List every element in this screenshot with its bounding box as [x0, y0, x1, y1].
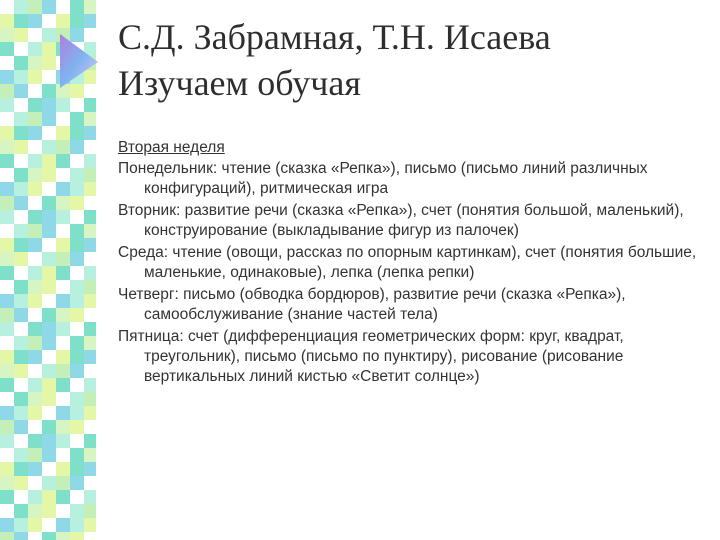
mosaic-tile: [70, 252, 84, 266]
mosaic-tile: [0, 112, 14, 126]
mosaic-tile: [14, 84, 28, 98]
day-text: чтение (сказка «Репка»), письмо (письмо линий различных конфигураций), ритмическая игра: [144, 160, 648, 197]
mosaic-tile: [70, 532, 84, 540]
mosaic-tile: [0, 252, 14, 266]
mosaic-tile: [14, 406, 28, 420]
mosaic-tile: [42, 392, 56, 406]
mosaic-tile: [70, 504, 84, 518]
mosaic-tile: [42, 238, 56, 252]
mosaic-tile: [28, 308, 42, 322]
mosaic-tile: [28, 476, 42, 490]
mosaic-tile: [70, 112, 84, 126]
mosaic-tile: [14, 126, 28, 140]
mosaic-tile: [14, 448, 28, 462]
mosaic-tile: [14, 224, 28, 238]
mosaic-tile: [56, 378, 70, 392]
mosaic-tile: [56, 476, 70, 490]
mosaic-tile: [28, 70, 42, 84]
mosaic-tile: [28, 518, 42, 532]
mosaic-tile: [56, 294, 70, 308]
mosaic-tile: [0, 434, 14, 448]
mosaic-tile: [14, 266, 28, 280]
mosaic-tile: [0, 350, 14, 364]
day-label: Среда:: [118, 244, 169, 261]
mosaic-tile: [28, 364, 42, 378]
mosaic-tile: [56, 462, 70, 476]
mosaic-tile: [0, 364, 14, 378]
mosaic-tile: [14, 504, 28, 518]
mosaic-tile: [42, 406, 56, 420]
mosaic-tile: [28, 434, 42, 448]
mosaic-tile: [0, 28, 14, 42]
mosaic-tile: [42, 504, 56, 518]
mosaic-tile: [70, 490, 84, 504]
mosaic-tile: [42, 294, 56, 308]
mosaic-tile: [28, 336, 42, 350]
mosaic-tile: [56, 308, 70, 322]
mosaic-tile: [42, 336, 56, 350]
day-text: письмо (обводка бордюров), развитие речи (сказка «Репка»), самообслуживание (знание частей тела): [144, 286, 626, 323]
mosaic-tile: [70, 14, 84, 28]
mosaic-tile: [28, 294, 42, 308]
mosaic-tile: [56, 0, 70, 14]
mosaic-tile: [14, 280, 28, 294]
mosaic-tile: [0, 490, 14, 504]
mosaic-tile: [28, 504, 42, 518]
mosaic-tile: [56, 350, 70, 364]
mosaic-tile: [0, 266, 14, 280]
mosaic-tile: [56, 98, 70, 112]
mosaic-tile: [28, 406, 42, 420]
mosaic-tile: [70, 154, 84, 168]
mosaic-tile: [28, 224, 42, 238]
mosaic-tile: [28, 0, 42, 14]
mosaic-tile: [14, 14, 28, 28]
mosaic-tile: [0, 308, 14, 322]
mosaic-tile: [42, 154, 56, 168]
mosaic-tile: [42, 490, 56, 504]
mosaic-tile: [56, 154, 70, 168]
mosaic-tile: [14, 490, 28, 504]
day-label: Вторник:: [118, 202, 181, 219]
mosaic-tile: [70, 476, 84, 490]
title-book: Изучаем обучая: [118, 63, 361, 103]
mosaic-tile: [0, 378, 14, 392]
mosaic-tile: [14, 476, 28, 490]
mosaic-tile: [14, 364, 28, 378]
mosaic-tile: [14, 308, 28, 322]
mosaic-tile: [42, 448, 56, 462]
mosaic-tile: [70, 392, 84, 406]
mosaic-tile: [0, 154, 14, 168]
day-label: Понедельник:: [118, 160, 218, 177]
mosaic-tile: [56, 210, 70, 224]
mosaic-tile: [56, 140, 70, 154]
mosaic-tile: [56, 532, 70, 540]
mosaic-tile: [28, 98, 42, 112]
mosaic-tile: [28, 84, 42, 98]
mosaic-tile: [14, 378, 28, 392]
mosaic-tile: [42, 42, 56, 56]
mosaic-tile: [56, 196, 70, 210]
mosaic-tile: [0, 0, 14, 14]
mosaic-tile: [28, 126, 42, 140]
mosaic-tile: [28, 140, 42, 154]
mosaic-tile: [42, 252, 56, 266]
mosaic-tile: [56, 392, 70, 406]
day-item-monday: [118, 159, 710, 199]
mosaic-tile: [28, 252, 42, 266]
mosaic-tile: [42, 56, 56, 70]
mosaic-tile: [14, 336, 28, 350]
mosaic-tile: [28, 392, 42, 406]
mosaic-tile: [56, 504, 70, 518]
mosaic-tile: [42, 84, 56, 98]
mosaic-tile: [42, 420, 56, 434]
mosaic-tile: [70, 266, 84, 280]
mosaic-tile: [28, 196, 42, 210]
mosaic-tile: [0, 182, 14, 196]
mosaic-tile: [0, 84, 14, 98]
mosaic-tile: [42, 112, 56, 126]
mosaic-tile: [42, 266, 56, 280]
mosaic-tile: [42, 532, 56, 540]
day-item-friday: [118, 327, 710, 387]
mosaic-tile: [14, 434, 28, 448]
mosaic-tile: [14, 238, 28, 252]
mosaic-tile: [14, 28, 28, 42]
mosaic-tile: [70, 420, 84, 434]
mosaic-tile: [70, 196, 84, 210]
mosaic-tile: [28, 420, 42, 434]
mosaic-tile: [0, 56, 14, 70]
mosaic-tile: [70, 462, 84, 476]
day-item-wednesday: [118, 243, 710, 283]
mosaic-tile: [70, 406, 84, 420]
day-label: Пятница:: [118, 328, 184, 345]
mosaic-tile: [56, 126, 70, 140]
mosaic-tile: [42, 434, 56, 448]
mosaic-tile: [28, 378, 42, 392]
mosaic-tile: [42, 350, 56, 364]
mosaic-tile: [42, 14, 56, 28]
day-item-tuesday: [118, 201, 710, 241]
mosaic-tile: [42, 196, 56, 210]
mosaic-tile: [56, 14, 70, 28]
mosaic-tile: [56, 490, 70, 504]
mosaic-tile: [0, 504, 14, 518]
mosaic-tile: [14, 56, 28, 70]
mosaic-tile: [0, 294, 14, 308]
mosaic-tile: [70, 448, 84, 462]
mosaic-tile: [0, 476, 14, 490]
mosaic-tile: [70, 126, 84, 140]
mosaic-tile: [14, 210, 28, 224]
mosaic-tile: [42, 182, 56, 196]
mosaic-tile: [70, 364, 84, 378]
mosaic-tile: [56, 182, 70, 196]
mosaic-tile: [42, 224, 56, 238]
mosaic-tile: [70, 210, 84, 224]
mosaic-tile: [28, 322, 42, 336]
mosaic-tile: [0, 14, 14, 28]
mosaic-tile: [0, 322, 14, 336]
mosaic-tile: [14, 140, 28, 154]
mosaic-tile: [42, 280, 56, 294]
mosaic-tile: [56, 322, 70, 336]
mosaic-tile: [0, 224, 14, 238]
mosaic-tile: [42, 168, 56, 182]
mosaic-tile: [42, 476, 56, 490]
mosaic-tile: [14, 252, 28, 266]
mosaic-tile: [14, 350, 28, 364]
mosaic-tile: [28, 154, 42, 168]
mosaic-tile: [28, 112, 42, 126]
mosaic-tile: [28, 14, 42, 28]
mosaic-tile: [70, 238, 84, 252]
mosaic-tile: [70, 168, 84, 182]
mosaic-tile: [42, 0, 56, 14]
mosaic-tile: [0, 280, 14, 294]
mosaic-tile: [56, 406, 70, 420]
mosaic-tile: [14, 98, 28, 112]
mosaic-tile: [56, 224, 70, 238]
mosaic-tile: [70, 322, 84, 336]
mosaic-tile: [56, 252, 70, 266]
mosaic-tile: [28, 532, 42, 540]
mosaic-tile: [14, 196, 28, 210]
mosaic-tile: [28, 490, 42, 504]
mosaic-tile: [56, 364, 70, 378]
mosaic-tile: [70, 434, 84, 448]
mosaic-tile: [14, 182, 28, 196]
mosaic-tile: [56, 434, 70, 448]
mosaic-tile: [0, 420, 14, 434]
mosaic-tile: [56, 420, 70, 434]
mosaic-tile: [0, 42, 14, 56]
mosaic-tile: [14, 70, 28, 84]
mosaic-tile: [0, 448, 14, 462]
mosaic-tile: [56, 280, 70, 294]
mosaic-tile: [70, 224, 84, 238]
day-text: счет (дифференциация геометрических форм: круг, квадрат, треугольник), письмо (письмо по пунктиру), рисование (рисование вертикальных линий кистью «Светит солнце»): [144, 328, 624, 385]
mosaic-tile: [28, 266, 42, 280]
mosaic-tile: [28, 168, 42, 182]
title-authors: С.Д. Забрамная, Т.Н. Исаева: [118, 17, 551, 57]
mosaic-tile: [70, 0, 84, 14]
mosaic-tile: [70, 140, 84, 154]
day-text: чтение (овощи, рассказ по опорным картинкам), счет (понятия большие, маленькие, одинаковые), лепка (лепка репки): [144, 244, 697, 281]
mosaic-tile: [0, 70, 14, 84]
mosaic-tile: [42, 140, 56, 154]
mosaic-tile: [42, 364, 56, 378]
mosaic-tile: [28, 182, 42, 196]
mosaic-tile: [70, 378, 84, 392]
mosaic-tile: [56, 238, 70, 252]
mosaic-tile: [14, 322, 28, 336]
mosaic-tile: [42, 462, 56, 476]
mosaic-tile: [42, 378, 56, 392]
mosaic-tile: [0, 532, 14, 540]
mosaic-tile: [0, 196, 14, 210]
slide-title: [118, 14, 708, 106]
mosaic-tile: [0, 392, 14, 406]
mosaic-tile: [14, 532, 28, 540]
mosaic-tile: [14, 112, 28, 126]
mosaic-tile: [70, 182, 84, 196]
mosaic-tile: [28, 462, 42, 476]
mosaic-tile: [56, 518, 70, 532]
mosaic-tile: [42, 98, 56, 112]
mosaic-tile: [28, 210, 42, 224]
mosaic-tile: [28, 56, 42, 70]
mosaic-tile: [70, 294, 84, 308]
mosaic-tile: [70, 350, 84, 364]
mosaic-tile: [14, 294, 28, 308]
mosaic-tile: [0, 518, 14, 532]
mosaic-tile: [42, 126, 56, 140]
mosaic-tile: [14, 42, 28, 56]
mosaic-tile: [70, 280, 84, 294]
mosaic-tile: [70, 518, 84, 532]
slide-content: [118, 138, 710, 389]
mosaic-tile: [14, 154, 28, 168]
mosaic-tile: [0, 238, 14, 252]
mosaic-tile: [14, 168, 28, 182]
mosaic-tile: [56, 448, 70, 462]
day-text: развитие речи (сказка «Репка»), счет (понятия большой, маленький), конструирование (выкладывание фигур из палочек): [144, 202, 684, 239]
mosaic-tile: [0, 168, 14, 182]
mosaic-tile: [0, 336, 14, 350]
mosaic-tile: [28, 448, 42, 462]
mosaic-tile: [42, 322, 56, 336]
mosaic-tile: [28, 28, 42, 42]
day-item-thursday: [118, 285, 710, 325]
mosaic-tile: [0, 140, 14, 154]
mosaic-tile: [14, 420, 28, 434]
mosaic-tile: [70, 336, 84, 350]
mosaic-tile: [0, 462, 14, 476]
mosaic-tile: [14, 0, 28, 14]
week-heading: Вторая неделя: [118, 139, 225, 156]
mosaic-tile: [28, 280, 42, 294]
mosaic-tile: [0, 126, 14, 140]
mosaic-tile: [28, 42, 42, 56]
mosaic-tile: [56, 112, 70, 126]
mosaic-tile: [70, 98, 84, 112]
mosaic-tile: [56, 336, 70, 350]
mosaic-tile: [42, 28, 56, 42]
mosaic-tile: [14, 392, 28, 406]
mosaic-tile: [42, 308, 56, 322]
mosaic-tile: [56, 266, 70, 280]
mosaic-tile: [28, 350, 42, 364]
mosaic-tile: [56, 168, 70, 182]
mosaic-tile: [42, 518, 56, 532]
triangle-ornament-icon: [58, 34, 98, 88]
mosaic-tile: [42, 70, 56, 84]
mosaic-tile: [0, 210, 14, 224]
day-label: Четверг:: [118, 286, 179, 303]
mosaic-tile: [0, 406, 14, 420]
mosaic-tile: [42, 210, 56, 224]
mosaic-tile: [14, 518, 28, 532]
mosaic-tile: [14, 462, 28, 476]
mosaic-tile: [0, 98, 14, 112]
mosaic-tile: [28, 238, 42, 252]
mosaic-tile: [70, 308, 84, 322]
